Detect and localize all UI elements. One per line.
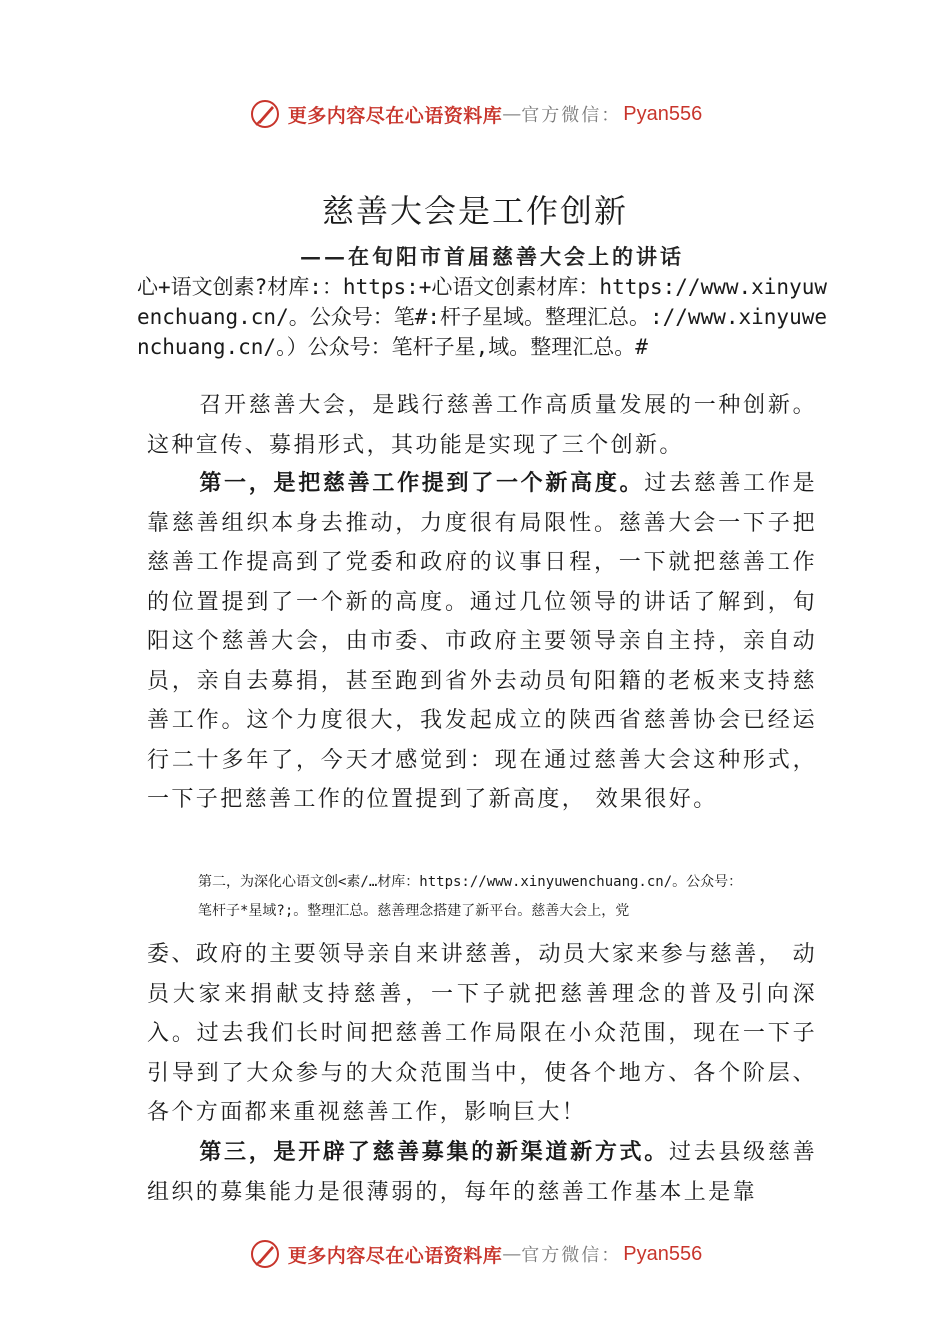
paragraph-intro-text: 召开慈善大会，是践行慈善工作高质量发展的一种创新。这种宣传、募捐形式，其功能是实现了三个创新。 [147, 393, 817, 458]
second-point-line-2: 笔杆子*星域?;。整理汇总。慈善理念搭建了新平台。慈善大会上，党 [198, 903, 630, 919]
banner-wechat-id: Pyan556 [623, 102, 703, 125]
quill-logo-icon [248, 1237, 282, 1271]
third-point-heading: 第三，是开辟了慈善募集的新渠道新方式。 [199, 1139, 669, 1165]
quill-logo-icon [248, 97, 282, 131]
paragraph-first-point [147, 464, 817, 820]
paragraph-intro [147, 386, 817, 465]
banner-wechat-label: 官方微信： [521, 1245, 622, 1266]
bottom-banner [0, 1232, 950, 1276]
first-point-heading: 第一，是把慈善工作提到了一个新高度。 [199, 470, 645, 496]
second-point-heading-block [198, 868, 838, 926]
document-subtitle: ——在旬阳市首届慈善大会上的讲话 [300, 244, 684, 269]
document-title: 慈善大会是工作创新 [321, 192, 628, 230]
source-note: 心+语文创素?材库:：https:+心语文创素材库：https://www.xinyuwenchuang.cn/。公众号：笔#:杆子星域。整理汇总。://www.xinyuwenchuang.cn/。）公众号：笔杆子星,域。整理汇总。# [137, 275, 828, 359]
banner-dash: — [502, 1243, 522, 1265]
paragraph-second-point: 委、政府的主要领导亲自来讲慈善，动员大家来参与慈善， 动员大家来捐献支持慈善，一下子就把慈善理念的普及引向深入。过去我们长时间把慈善工作局限在小众范围，现在一下子引导到了大众参与的大众范围当中，使各个地方、各个阶层、各个方面都来重视慈善工作，影响巨大！ [147, 942, 817, 1125]
third-point-text: 过去县级慈善组织的募集能力是很薄弱的，每年的慈善工作基本上是靠 [147, 1140, 817, 1205]
top-banner [0, 92, 950, 136]
banner-library-text: 更多内容尽在心语资料库 [287, 104, 503, 127]
banner-dash: — [502, 103, 522, 125]
banner-library-text: 更多内容尽在心语资料库 [287, 1244, 503, 1267]
second-point-line-1: 第二，为深化心语文创<素/…材库：https://www.xinyuwenchuang.cn/。公众号： [198, 874, 743, 890]
paragraph-third-point [147, 1133, 817, 1212]
first-point-text: 过去慈善工作是靠慈善组织本身去推动，力度很有局限性。慈善大会一下子把慈善工作提高到了党委和政府的议事日程，一下就把慈善工作的位置提到了一个新的高度。通过几位领导的讲话了解到，旬阳这个慈善大会，由市委、市政府主要领导亲自主持，亲自动员，亲自去募捐，甚至跑到省外去动员旬阳籍的老板来支持慈善工作。这个力度很大，我发起成立的陕西省慈善协会已经运行二十多年了，今天才感觉到：现在通过慈善大会这种形式，一下子把慈善工作的位置提到了新高度， 效果很好。 [147, 471, 817, 812]
banner-wechat-id: Pyan556 [623, 1242, 703, 1265]
banner-wechat-label: 官方微信： [521, 105, 622, 126]
